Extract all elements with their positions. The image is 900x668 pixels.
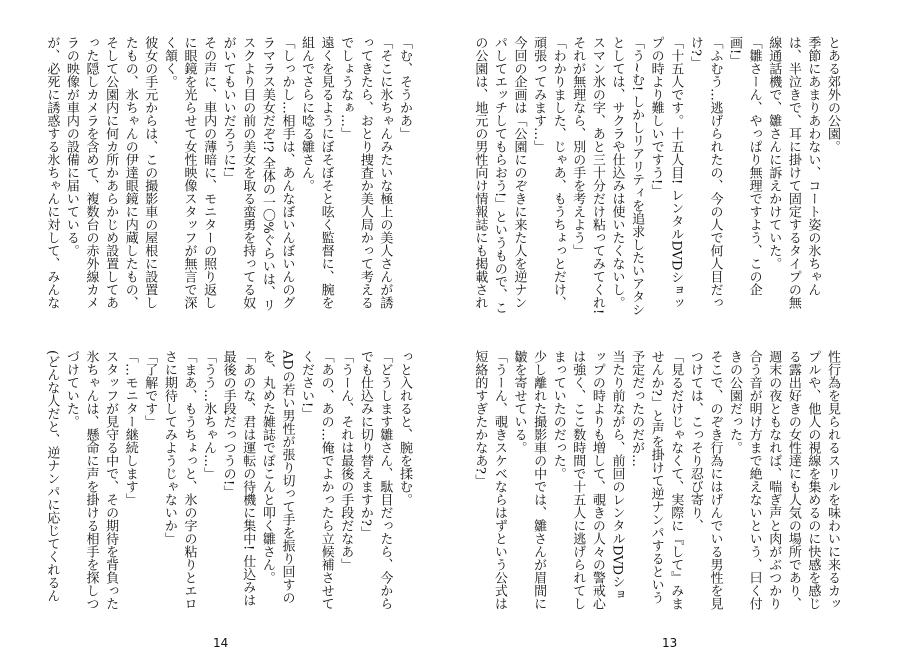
right-page-number: 13 — [662, 636, 678, 650]
right-page-upper-text: とある郊外の公園。 季節にあまりあわない、コート姿の氷ちゃんは、半泣きで、耳に掛けて固定するタイプの無線通話機で、雛さんに訴えかけていた。 「雛さーん、やっぱり無理ですよう、この企画!」 「ふむう…逃げられたの、今の人で何人目だっけ?」 「十五人です。十五人目! レンタルDVDショップの時より難しいですう!」 「う~む! しかしリアリティを追求したいアタシとしては、サクラや仕込みは使いたくないし。 スマン氷の字、あと三十分だけ粘ってみてくれ! それが無理なら、別の手を考えよう」 「わかりました、じゃあ、もうちょっとだけ、頑張ってみます…」 今回の企画は「公園にのぞきに来た人を逆ナンパしてエッチしてもらおう!」というもので、この公園は、地元の男性向け情報誌にも掲載され — [472, 36, 840, 317]
right-page-lower-text: 性行為を見られるスリルを味わいに来るカップルや、他人の視線を集めるのに快感を感じる露出好きの女性達にも人気の場所であり、週末の夜ともなれば、喘ぎ声と肉がぶつかり合う音が明け方まで絶えないという、曰く付きの公園だった。 そこで、のぞき行為にはげんでいる男性を見つけては、こっそり忍び寄り、 「見るだけじゃなくて、実際に『して』みませんか?」と声を掛けて逆ナンパするという予定だったのだが… 当たり前ながら、前回のレンタルDVDショップの時よりも増して、覗きの人々の警戒心は強く、ここ数時間で十五人に逃げられてしまっていたのだった。 少し離れた撮影車の中では、雛さんが眉間に皺を寄せている。 「うーん、覗きスケベならはずという公式は短絡的すぎたかなあ?」 — [472, 350, 840, 610]
left-page-upper-text: 「む、そうかあ」 「そこに氷ちゃんみたいな極上の美人さんが誘ってきたら、おとり捜査か美人局かって考えるでしょうなぁ…」 遠くを見るようにぼそぼそと呟く監督に、腕を組んでさらに唸る雛さん。 「しっかし…相手は、あんなぼいんぼいんのグラマラス美女だぞ!? 全体の一〇%ぐらいは、リスクより目の前の美女を取る蛮勇を持ってる奴がいてもいいだろうに!」 その声に、車内の薄暗に、モニターの照り返しに眼鏡を光らせて女性映像スタッフが無言で深く頷く。 彼女の手元からは、この撮影車の屋根に設置したもの、氷ちゃんの伊達眼鏡に内蔵したもの、そして公園内に何カ所かあらかじめ設置してあった隠しカメラを含めて、複数台の赤外線カメラの映像が車内の設備に届いている。 が、必死に誘惑する氷ちゃんに対して、みんな — [44, 36, 412, 312]
left-page-lower-text: っと入れると、腕を揉む。 「どうします雛さん、駄目だったら、今からでも仕込みに切り替えますか?」 「うーん、それは最後の手段だなあ」 「あの、あの…俺でよかったら立候補させてください!」 ADの若い男性が張り切って手を振り回すのを、丸めた雑誌でぽこんと叩く雛さん。 「あのな、君は運転の待機に集中! 仕込みは最後の手段だっつうの!」 「うう…氷ちゃん…」 「まあ、もうちょっと、氷の字の粘りとエロさに期待してみようじゃないか」 「了解です」 「…モニター継続します」 スタッフが見守る中で、その期待を背負った氷ちゃんは、懸命に声を掛ける相手を探しつづけていた。 (どんな人だと、逆ナンパに応じてくれるん — [44, 350, 412, 610]
right-page — [450, 0, 900, 668]
left-page-number: 14 — [213, 636, 229, 650]
